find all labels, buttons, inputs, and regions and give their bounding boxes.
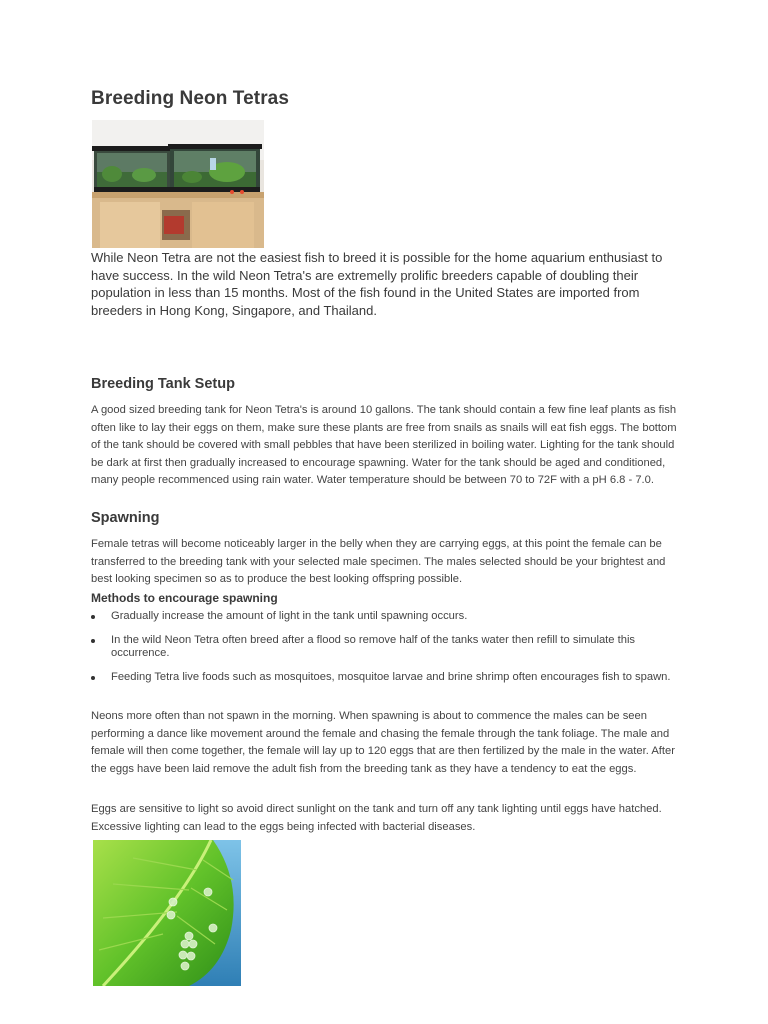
leaf-eggs-photo — [93, 840, 241, 986]
tank-setup-heading: Breeding Tank Setup — [91, 376, 235, 392]
methods-list — [91, 610, 681, 694]
spawning-heading: Spawning — [91, 510, 160, 526]
intro-paragraph: While Neon Tetra are not the easiest fish to breed it is possible for the home aquarium enthusiast to have success. In the wild Neon Tetra's are extremelly prolific breeders capable of doubling their population in less than 15 months. Most of the fish found in the United States are imported from breeders in Hong Kong, Singapore, and Thailand. — [91, 250, 663, 318]
list-item: Feeding Tetra live foods such as mosquitoes, mosquitoe larvae and brine shrimp often encourages fish to spawn. — [91, 671, 681, 685]
tank-setup-paragraph: A good sized breeding tank for Neon Tetra's is around 10 gallons. The tank should contain a few fine leaf plants as fish often like to lay their eggs on them, make sure these plants are free from snails as snails will eat fish eggs. The bottom of the tank should be covered with small pebbles that have been sterilized in boiling water. Lighting for the tank should be dark at first then gradually increased to encourage spawning. Water for the tank should be aged and conditioned, many people recommenced using rain water. Water temperature should be between 70 to 72F with a pH 6.8 - 7.0. — [91, 404, 677, 486]
list-item: Gradually increase the amount of light in the tank until spawning occurs. — [91, 610, 681, 624]
spawning-paragraph: Female tetras will become noticeably larger in the belly when they are carrying eggs, at this point the female can be transferred to the breeding tank with your selected male specimen. The males selected should be your brightest and best looking specimen so as to produce the best looking offspring possible. — [91, 538, 666, 585]
methods-heading: Methods to encourage spawning — [91, 591, 278, 605]
aquarium-tanks-photo — [92, 120, 264, 248]
eggs-paragraph: Eggs are sensitive to light so avoid direct sunlight on the tank and turn off any tank lighting until eggs have hatched. Excessive lighting can lead to the eggs being infected with bacterial diseases. — [91, 803, 662, 833]
page-title: Breeding Neon Tetras — [91, 88, 290, 109]
spawning-morning-paragraph: Neons more often than not spawn in the morning. When spawning is about to commence the males can be seen performing a dance like movement around the female and chasing the female through the tank foliage. The male and female will then come together, the female will lay up to 120 eggs that are then fertilized by the male in the water. After the eggs have been laid remove the adult fish from the breeding tank as they have a tendency to eat the eggs. — [91, 710, 675, 775]
list-item: In the wild Neon Tetra often breed after a flood so remove half of the tanks water then refill to simulate this occurrence. — [91, 634, 681, 661]
